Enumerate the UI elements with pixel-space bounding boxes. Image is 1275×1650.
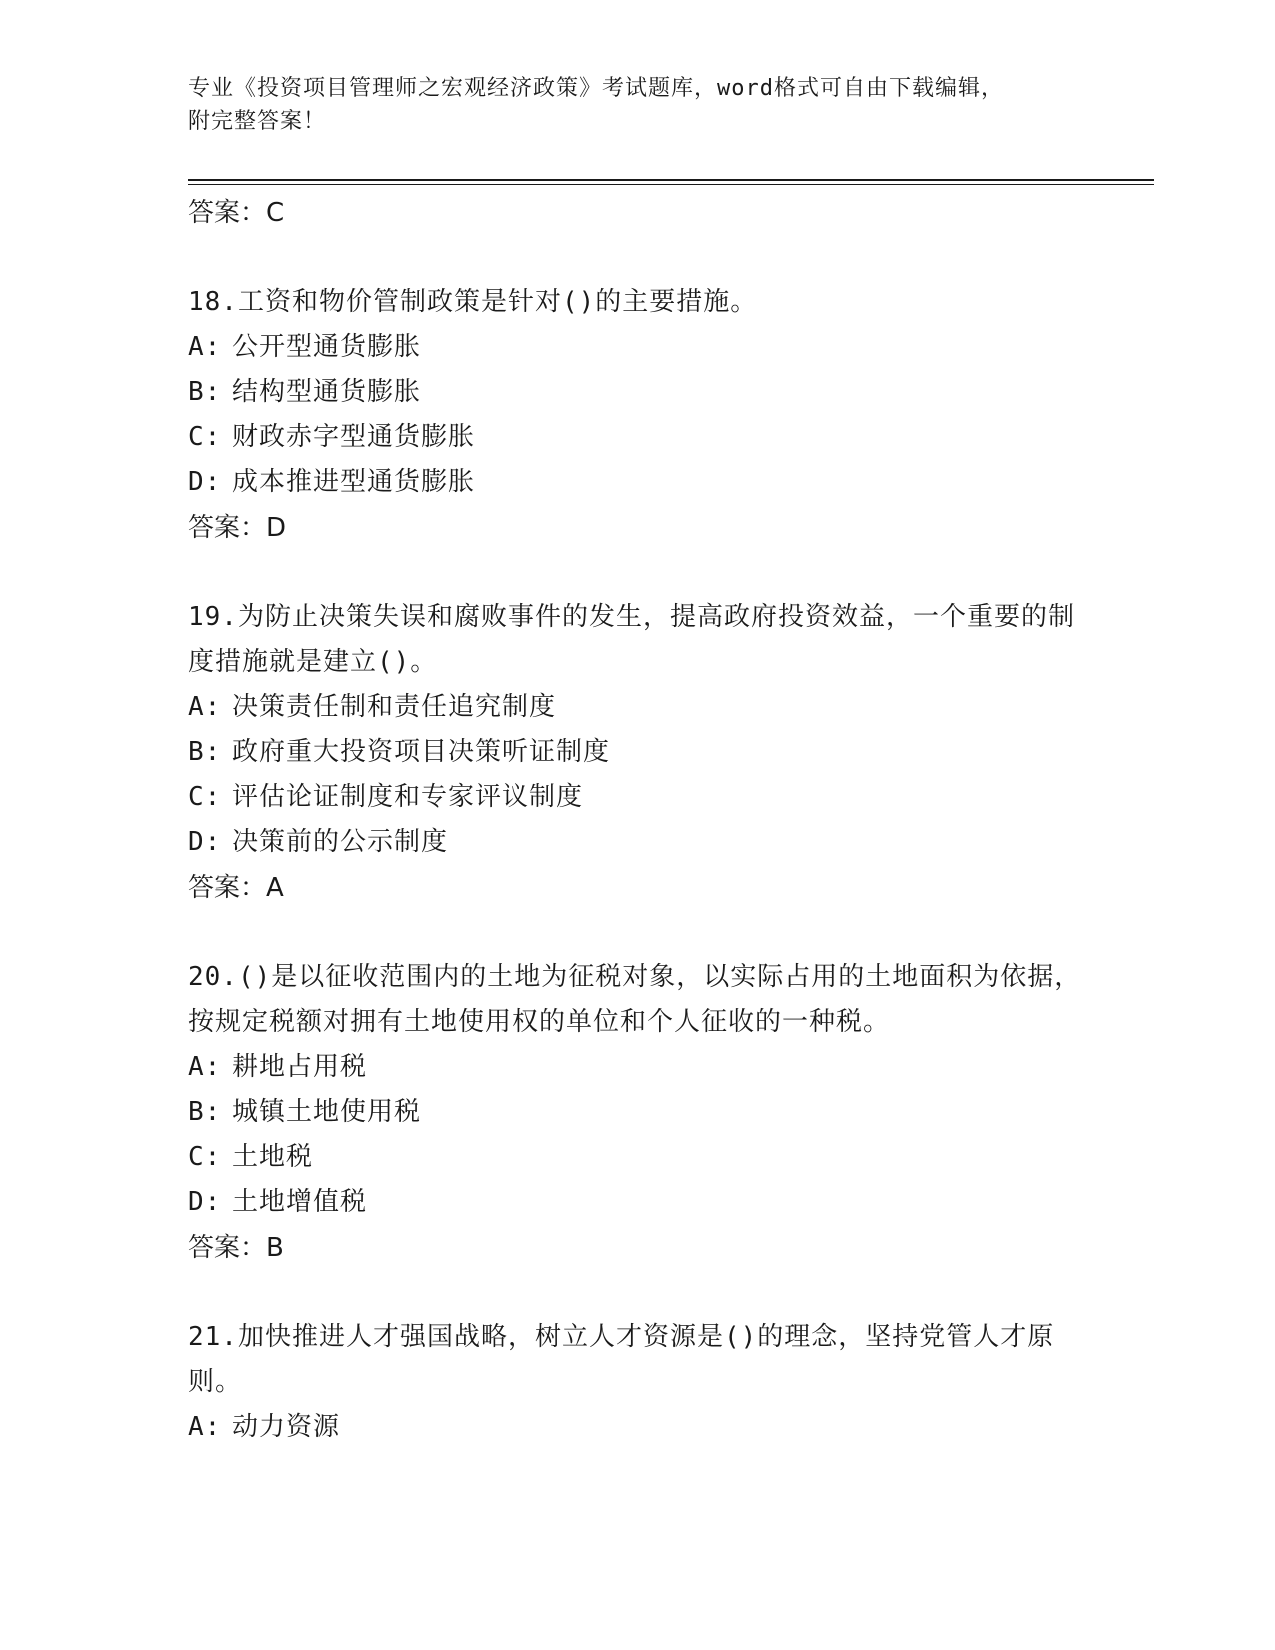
option-text: 耕地占用税 <box>232 1052 368 1082</box>
option-a <box>188 1405 1088 1450</box>
option-text: 成本推进型通货膨胀 <box>232 467 476 497</box>
option-letter: D: <box>188 827 222 857</box>
question-block-19 <box>188 595 1088 911</box>
header-line-1: 专业《投资项目管理师之宏观经济政策》考试题库，word格式可自由下载编辑， <box>188 76 1004 101</box>
option-text: 财政赤字型通货膨胀 <box>232 422 476 452</box>
option-letter: B: <box>188 1097 222 1127</box>
option-letter: C: <box>188 1142 222 1172</box>
option-c <box>188 1135 1088 1180</box>
option-text: 结构型通货膨胀 <box>232 377 422 407</box>
option-letter: D: <box>188 467 222 497</box>
option-b <box>188 370 1088 415</box>
option-letter: B: <box>188 737 222 767</box>
option-letter: A: <box>188 1412 222 1442</box>
header-divider-thick <box>188 179 1154 181</box>
option-text: 公开型通货膨胀 <box>232 332 422 362</box>
option-letter: B: <box>188 377 222 407</box>
option-b <box>188 1090 1088 1135</box>
question-text: 21.加快推进人才强国战略，树立人才资源是()的理念，坚持党管人才原则。 <box>188 1322 1055 1397</box>
question-text: 20.()是以征收范围内的土地为征税对象，以实际占用的土地面积为依据，按规定税额对拥有土地使用权的单位和个人征收的一种税。 <box>188 962 1082 1037</box>
option-letter: A: <box>188 332 222 362</box>
document-header <box>188 72 1088 138</box>
option-b <box>188 730 1088 775</box>
option-c <box>188 775 1088 820</box>
option-d <box>188 820 1088 865</box>
option-d <box>188 1180 1088 1225</box>
option-a <box>188 325 1088 370</box>
option-text: 土地税 <box>232 1142 314 1172</box>
header-line-2: 附完整答案！ <box>188 109 327 134</box>
option-d <box>188 460 1088 505</box>
option-text: 评估论证制度和专家评议制度 <box>232 782 584 812</box>
option-a <box>188 685 1088 730</box>
answer-line: 答案：C <box>188 198 285 228</box>
option-letter: A: <box>188 692 222 722</box>
question-text: 19.为防止决策失误和腐败事件的发生，提高政府投资效益，一个重要的制度措施就是建立()。 <box>188 602 1075 677</box>
option-text: 政府重大投资项目决策听证制度 <box>232 737 611 767</box>
answer-line: 答案：B <box>188 1233 284 1263</box>
answer-line: 答案：D <box>188 513 287 543</box>
option-text: 决策责任制和责任追究制度 <box>232 692 557 722</box>
option-text: 城镇土地使用税 <box>232 1097 422 1127</box>
option-a <box>188 1045 1088 1090</box>
question-block-18 <box>188 280 1088 551</box>
option-letter: C: <box>188 422 222 452</box>
option-c <box>188 415 1088 460</box>
question-block-21 <box>188 1315 1088 1450</box>
answer-line: 答案：A <box>188 873 284 903</box>
header-divider-thin <box>188 184 1154 185</box>
option-letter: A: <box>188 1052 222 1082</box>
option-text: 动力资源 <box>232 1412 341 1442</box>
question-list <box>188 190 1088 1494</box>
option-text: 土地增值税 <box>232 1187 368 1217</box>
option-text: 决策前的公示制度 <box>232 827 449 857</box>
option-letter: D: <box>188 1187 222 1217</box>
question-block-20 <box>188 955 1088 1271</box>
question-text: 18.工资和物价管制政策是针对()的主要措施。 <box>188 287 758 317</box>
option-letter: C: <box>188 782 222 812</box>
